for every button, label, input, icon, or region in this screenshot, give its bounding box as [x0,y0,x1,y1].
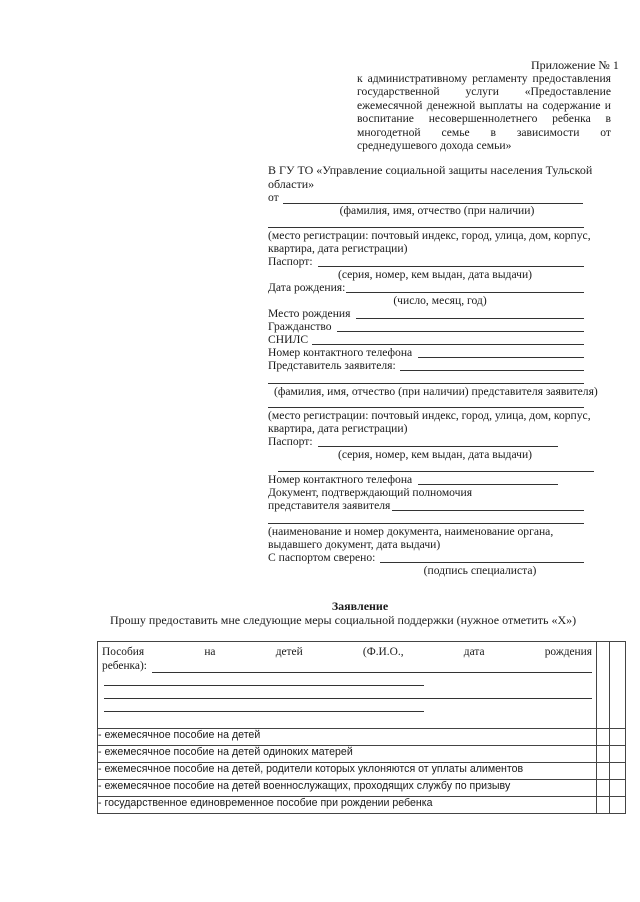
option-label: - ежемесячное пособие на детей военнослужащих, проходящих службу по призыву [98,780,597,797]
option-checkbox[interactable] [610,729,626,746]
table-row [98,642,626,729]
appendix-title: Приложение № 1 [531,58,619,72]
citizenship-label: Гражданство [268,320,332,333]
rep-field[interactable] [400,370,584,371]
option-label: - ежемесячное пособие на детей, родители которых уклоняются от уплаты алиментов [98,763,597,780]
children-second-line: ребенка): [102,660,147,672]
option-checkbox[interactable] [597,780,610,797]
addressee-line2: области» [268,177,315,191]
phone-label: Номер контактного телефона [268,346,413,359]
rep-fio-extra-field[interactable] [268,407,584,408]
rep-passport-label: Паспорт: [268,435,313,448]
doc-label-line1: Документ, подтверждающий полномочия [268,486,473,499]
doc-field[interactable] [392,510,584,511]
checkbox-cell[interactable] [610,642,626,729]
addressee-line1: В ГУ ТО «Управление социальной защиты населения Тульской [268,163,593,177]
passport-label: Паспорт: [268,255,313,268]
snils-label: СНИЛС [268,333,309,346]
fio-extra-field[interactable] [268,227,584,228]
birthdate-hint: (число, месяц, год) [393,294,487,307]
table-row [98,763,626,780]
fio-hint: (фамилия, имя, отчество (при наличии) [339,204,535,217]
appendix-line: среднедушевого дохода семьи» [357,139,512,153]
passport-hint: (серия, номер, кем выдан, дата выдачи) [337,268,533,281]
rep-passport-field[interactable] [318,446,558,447]
option-checkbox[interactable] [610,746,626,763]
rep-phone-label: Номер контактного телефона [268,473,413,486]
option-label: - государственное единовременное пособие при рождении ребенка [98,797,597,814]
option-label: - ежемесячное пособие на детей [98,729,597,746]
birthplace-label: Место рождения [268,307,351,320]
doc-field-extra[interactable] [268,523,584,524]
appendix-line: многодетной семье в зависимости от [357,125,611,139]
phone-field[interactable] [418,357,584,358]
doc-hint-line1: (наименование и номер документа, наименование органа, [268,525,554,538]
snils-field[interactable] [312,344,584,345]
reg-hint-line1: (место регистрации: почтовый индекс, город, улица, дом, корпус, [268,229,591,242]
doc-label-line2: представителя заявителя [268,499,391,512]
signature-hint: (подпись специалиста) [423,564,537,577]
option-checkbox[interactable] [597,763,610,780]
option-checkbox[interactable] [597,797,610,814]
appendix-line: к административному регламенту предоставления [357,72,611,85]
children-fio-field-3[interactable] [104,698,592,699]
statement-request: Прошу предоставить мне следующие меры социальной поддержки (нужное отметить «Х») [110,613,577,627]
children-fio-field-4[interactable] [104,711,424,712]
option-checkbox[interactable] [610,797,626,814]
option-checkbox[interactable] [610,780,626,797]
statement-title: Заявление [331,599,389,613]
children-fio-field[interactable] [152,672,592,673]
table-row [98,780,626,797]
table-row [98,746,626,763]
option-label: - ежемесячное пособие на детей одиноких матерей [98,746,597,763]
from-label: от [268,191,279,204]
birthdate-field[interactable] [346,292,584,293]
citizenship-field[interactable] [337,331,584,332]
verified-label: С паспортом сверено: [268,551,376,564]
reg-hint-line2: квартира, дата регистрации) [268,242,408,255]
table-row [98,729,626,746]
passport-field[interactable] [318,266,584,267]
doc-hint-line2: выдавшего документ, дата выдачи) [268,538,441,551]
children-fio-cell [98,642,597,729]
benefits-table [97,641,626,814]
rep-phone-field[interactable] [418,484,558,485]
appendix-line: ежемесячной денежной выплаты на содержание и [357,98,611,112]
appendix-line: государственной услуги «Предоставление [357,85,611,99]
rep-reg-hint-line1: (место регистрации: почтовый индекс, город, улица, дом, корпус, [268,409,591,422]
rep-fio-hint: (фамилия, имя, отчество (при наличии) представителя заявителя) [274,385,598,398]
birthplace-field[interactable] [356,318,584,319]
children-first-line: Пособия на детей (Ф.И.О., дата рождения [102,646,592,658]
option-checkbox[interactable] [597,746,610,763]
appendix-text [357,72,611,152]
rep-passport-extra-field[interactable] [278,471,594,472]
option-checkbox[interactable] [610,763,626,780]
rep-reg-hint-line2: квартира, дата регистрации) [268,422,408,435]
appendix-line: воспитание несовершеннолетнего ребенка в [357,112,611,126]
rep-passport-hint: (серия, номер, кем выдан, дата выдачи) [337,448,533,461]
option-checkbox[interactable] [597,729,610,746]
checkbox-cell[interactable] [597,642,610,729]
children-fio-field-2[interactable] [104,685,424,686]
specialist-signature-field[interactable] [380,562,584,563]
birthdate-label: Дата рождения: [268,281,346,294]
rep-field-extra[interactable] [268,383,584,384]
table-row [98,797,626,814]
rep-label: Представитель заявителя: [268,359,396,372]
